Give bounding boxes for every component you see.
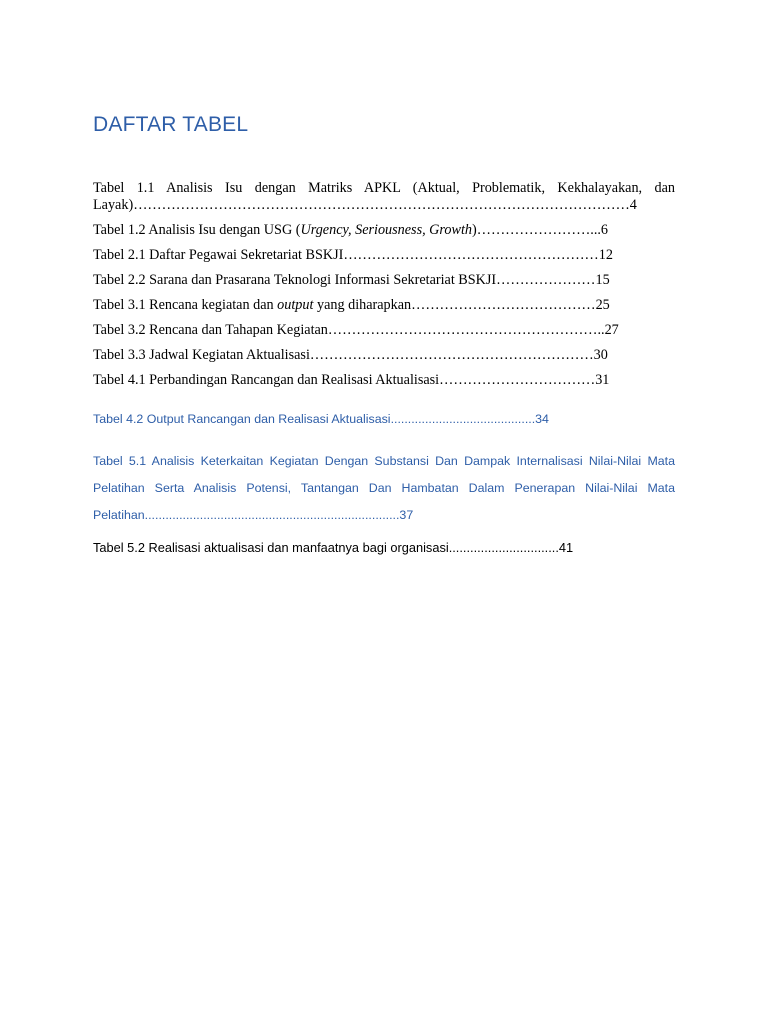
toc-entry-leader: …………………………………………………..: [327, 322, 605, 338]
toc-entry-page: 41: [558, 540, 574, 555]
toc-entry-page: 34: [535, 412, 549, 426]
toc-entry-title: Tabel 1.1 Analisis Isu dengan Matriks APKL (Aktual, Problematik, Kekhalayakan, dan Layak): [93, 180, 675, 213]
toc-entry-tabel-4-2[interactable]: [93, 406, 675, 433]
toc-entry-title-end: ): [472, 222, 477, 238]
toc-entry-leader: ..........................................................................: [144, 508, 400, 522]
toc-entry-page: 30: [593, 347, 608, 363]
toc-entry-page: 15: [595, 272, 610, 288]
toc-entry-tabel-5-2[interactable]: [93, 539, 675, 557]
toc-entry-title: Tabel 5.2 Realisasi aktualisasi dan manfaatnya bagi organisasi: [93, 540, 449, 555]
document-page: [93, 0, 675, 1024]
toc-entry-page: 27: [604, 322, 619, 338]
toc-entry-title: Tabel 4.1 Perbandingan Rancangan dan Realisasi Aktualisasi: [93, 372, 440, 388]
toc-entry-title: Tabel 4.2 Output Rancangan dan Realisasi Aktualisasi: [93, 412, 391, 426]
toc-entry-tabel-2-1[interactable]: [93, 247, 675, 264]
toc-entry-title: Tabel 3.2 Rencana dan Tahapan Kegiatan: [93, 322, 328, 338]
toc-entry-title-end: yang diharapkan: [313, 297, 412, 313]
toc-entry-title: Tabel 3.3 Jadwal Kegiatan Aktualisasi: [93, 347, 310, 363]
toc-entry-leader: ………………………………………………: [343, 247, 599, 263]
toc-entry-leader: ..........................................: [390, 412, 536, 426]
toc-entry-title: Tabel 2.2 Sarana dan Prasarana Teknologi Informasi Sekretariat BSKJI: [93, 272, 497, 288]
toc-entry-leader: ……………………………………………………………………………………………: [133, 197, 630, 213]
toc-entry-title: Tabel 1.2 Analisis Isu dengan USG (: [93, 222, 301, 238]
toc-entry-tabel-3-3[interactable]: [93, 347, 675, 364]
toc-entry-page: 37: [399, 508, 414, 522]
toc-entry-title-italic: output: [277, 297, 314, 313]
toc-entry-title: Tabel 2.1 Daftar Pegawai Sekretariat BSKJI: [93, 247, 344, 263]
toc-entry-leader: ……………………...: [476, 222, 601, 238]
toc-entry-page: 12: [598, 247, 613, 263]
toc-entry-leader: ...............................: [448, 540, 559, 555]
toc-entry-page: 31: [595, 372, 610, 388]
toc-entry-tabel-3-1[interactable]: [93, 297, 675, 314]
toc-entry-tabel-1-2[interactable]: [93, 222, 675, 239]
toc-entry-leader: ……………………………: [439, 372, 596, 388]
toc-entry-leader: ……………………………………………………: [309, 347, 594, 363]
toc-entry-title: Tabel 5.1 Analisis Keterkaitan Kegiatan Dengan Substansi Dan Dampak Internalisasi Nilai-Nilai Mata Pelatihan Serta Analisis Potensi, Tantangan Dan Hambatan Dalam Penerapan Nilai-Nilai Mata Pelatihan: [93, 454, 675, 522]
toc-entry-leader: …………………………………: [411, 297, 596, 313]
toc-entry-page: 4: [629, 197, 637, 213]
page-title: DAFTAR TABEL: [93, 113, 249, 136]
toc-entry-title-italic: Urgency, Seriousness, Growth: [300, 222, 473, 238]
toc-entry-page: 6: [600, 222, 608, 238]
toc-entry-tabel-3-2[interactable]: [93, 322, 675, 339]
toc-entry-tabel-4-1[interactable]: [93, 372, 675, 389]
toc-entry-leader: …………………: [496, 272, 596, 288]
toc-entry-tabel-5-1[interactable]: [93, 448, 675, 529]
toc-entry-tabel-2-2[interactable]: [93, 272, 675, 289]
toc-entry-page: 25: [595, 297, 610, 313]
toc-entry-tabel-1-1[interactable]: [93, 180, 675, 214]
toc-entry-title: Tabel 3.1 Rencana kegiatan dan: [93, 297, 278, 313]
